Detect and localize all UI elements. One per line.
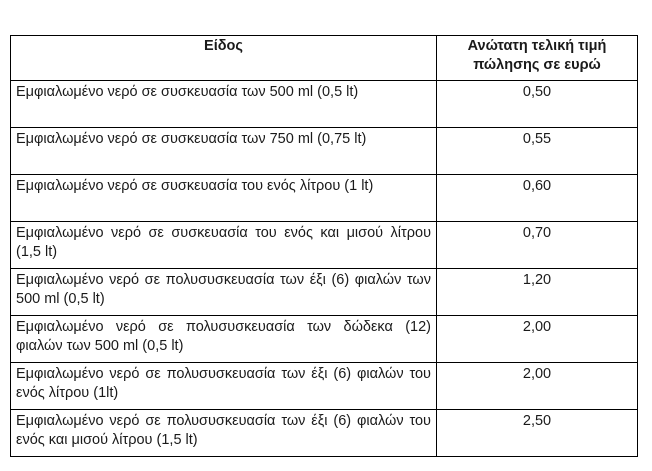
- table-row: [11, 175, 638, 222]
- row-price: 0,55: [437, 128, 638, 175]
- row-description: Εμφιαλωμένο νερό σε συσκευασία του ενός λίτρου (1 lt): [11, 175, 437, 222]
- row-price: 2,00: [437, 363, 638, 410]
- row-description: Εμφιαλωμένο νερό σε πολυσυσκευασία των έξι (6) φιαλών των 500 ml (0,5 lt): [11, 269, 437, 316]
- row-description: Εμφιαλωμένο νερό σε συσκευασία των 500 ml (0,5 lt): [11, 81, 437, 128]
- row-price: 0,50: [437, 81, 638, 128]
- table-row: [11, 269, 638, 316]
- row-price: 0,60: [437, 175, 638, 222]
- table-row: [11, 363, 638, 410]
- row-description: Εμφιαλωμένο νερό σε συσκευασία των 750 ml (0,75 lt): [11, 128, 437, 175]
- price-table: [10, 35, 638, 457]
- header-max-price: Ανώτατη τελική τιμή πώλησης σε ευρώ: [437, 36, 638, 81]
- table-header-row: [11, 36, 638, 81]
- table-row: [11, 222, 638, 269]
- row-price: 2,00: [437, 316, 638, 363]
- row-price: 1,20: [437, 269, 638, 316]
- row-description: Εμφιαλωμένο νερό σε πολυσυσκευασία των έξι (6) φιαλών του ενός λίτρου (1lt): [11, 363, 437, 410]
- table-row: [11, 410, 638, 457]
- header-item: Είδος: [11, 36, 437, 81]
- row-description: Εμφιαλωμένο νερό σε συσκευασία του ενός και μισού λίτρου (1,5 lt): [11, 222, 437, 269]
- table-row: [11, 316, 638, 363]
- row-description: Εμφιαλωμένο νερό σε πολυσυσκευασία των δώδεκα (12) φιαλών των 500 ml (0,5 lt): [11, 316, 437, 363]
- table-row: [11, 81, 638, 128]
- price-table-container: [10, 35, 638, 457]
- row-price: 0,70: [437, 222, 638, 269]
- table-row: [11, 128, 638, 175]
- row-price: 2,50: [437, 410, 638, 457]
- row-description: Εμφιαλωμένο νερό σε πολυσυσκευασία των έξι (6) φιαλών του ενός και μισού λίτρου (1,5 lt): [11, 410, 437, 457]
